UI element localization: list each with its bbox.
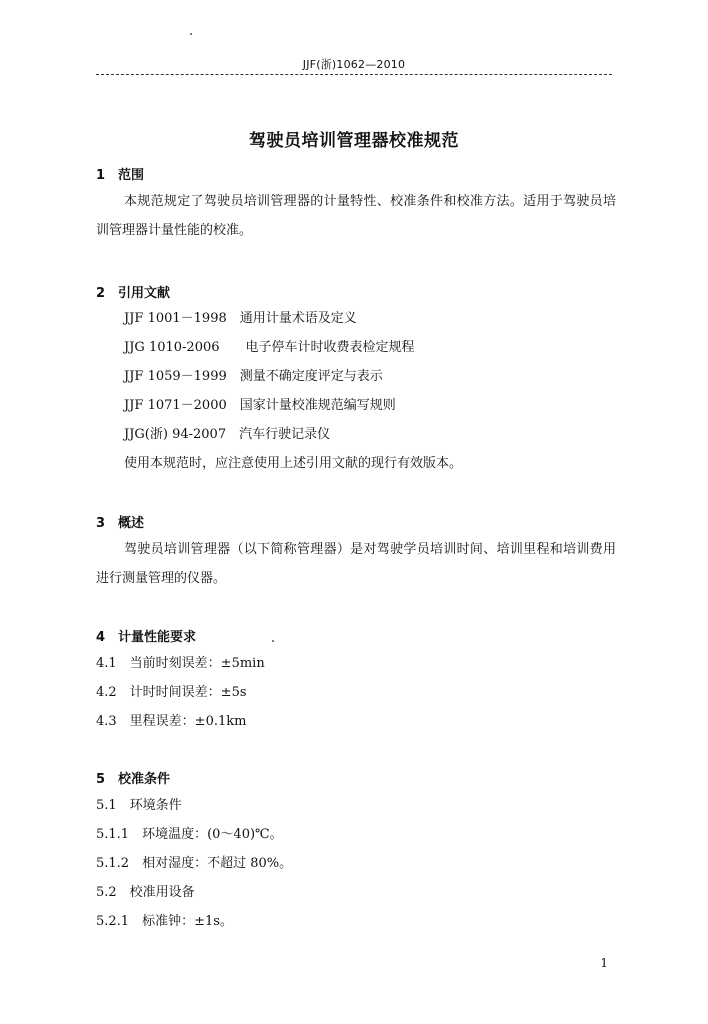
section-number: 2	[96, 286, 106, 301]
condition-item: 5.2 校准用设备	[96, 885, 195, 900]
reference-item: JJF 1001－1998 通用计量术语及定义	[124, 311, 357, 326]
condition-item: 5.1.2 相对湿度：不超过 80%。	[96, 856, 293, 871]
section-title: 范围	[118, 168, 145, 183]
section-number: 1	[96, 168, 106, 183]
reference-item: JJG(浙) 94-2007 汽车行驶记录仪	[124, 427, 331, 442]
section-title: 计量性能要求	[118, 630, 197, 645]
reference-item: JJG 1010-2006 电子停车计时收费表检定规程	[124, 340, 415, 355]
scan-speck	[190, 33, 192, 35]
section-number: 4	[96, 630, 106, 645]
requirement-item: 4.3 里程误差：±0.1km	[96, 714, 247, 729]
page-number: 1	[600, 956, 608, 970]
scan-speck	[272, 640, 274, 642]
section-title: 概述	[118, 516, 145, 531]
section-1-heading	[96, 164, 144, 183]
running-header: JJF(浙)1062—2010	[302, 58, 406, 71]
section-3-paragraph: 驾驶员培训管理器（以下简称管理器）是对驾驶学员培训时间、培训里程和培训费用进行测量管理的仪器。	[96, 542, 616, 586]
reference-note: 使用本规范时，应注意使用上述引用文献的现行有效版本。	[124, 456, 463, 471]
section-title: 引用文献	[118, 286, 171, 301]
condition-item: 5.1 环境条件	[96, 798, 182, 813]
reference-item: JJF 1059－1999 测量不确定度评定与表示	[124, 369, 383, 384]
condition-item: 5.2.1 标准钟：±1s。	[96, 914, 233, 929]
section-4-heading	[96, 626, 196, 645]
section-5-heading	[96, 768, 170, 787]
section-3-heading	[96, 512, 144, 531]
condition-item: 5.1.1 环境温度：(0～40)℃。	[96, 827, 283, 842]
section-title: 校准条件	[118, 772, 171, 787]
section-1-paragraph: 本规范规定了驾驶员培训管理器的计量特性、校准条件和校准方法。适用于驾驶员培训管理器计量性能的校准。	[96, 194, 616, 238]
section-number: 5	[96, 772, 106, 787]
requirement-item: 4.1 当前时刻误差：±5min	[96, 656, 265, 671]
header-rule	[96, 74, 612, 75]
section-2-heading	[96, 282, 170, 301]
reference-item: JJF 1071－2000 国家计量校准规范编写规则	[124, 398, 396, 413]
section-number: 3	[96, 516, 106, 531]
requirement-item: 4.2 计时时间误差：±5s	[96, 685, 247, 700]
document-title: 驾驶员培训管理器校准规范	[249, 131, 459, 151]
